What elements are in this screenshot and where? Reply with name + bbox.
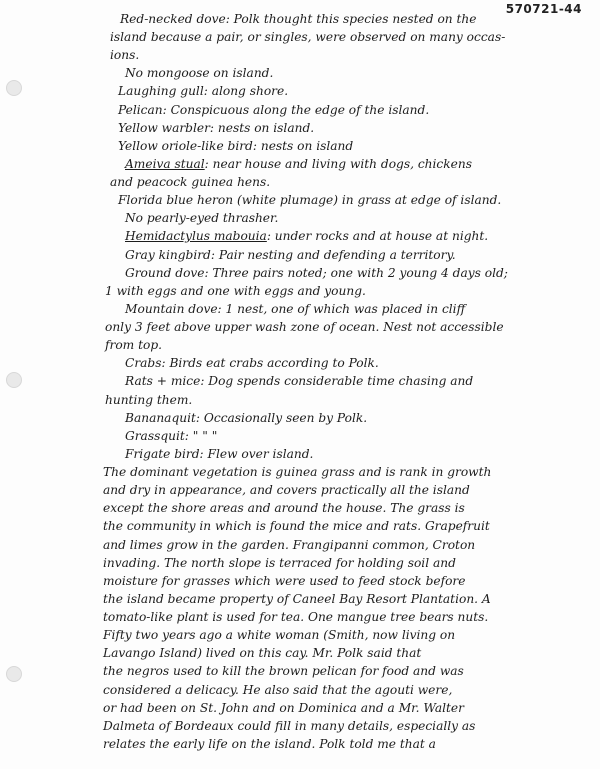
note-line [125, 266, 508, 280]
underlined-species-name: Ameiva stual [125, 157, 205, 171]
note-line [125, 411, 367, 425]
note-line [118, 103, 429, 117]
note-text: : near house and living with dogs, chickens [204, 157, 472, 171]
note-line [103, 683, 452, 697]
note-line [118, 84, 288, 98]
note-text: Yellow oriole-like bird: nests on island [118, 139, 354, 153]
note-line [103, 483, 470, 497]
note-line [125, 429, 217, 443]
note-text: Lavango Island) lived on this cay. Mr. Polk said that [103, 646, 422, 660]
note-text: the island became property of Caneel Bay Resort Plantation. A [103, 592, 491, 606]
note-line [103, 610, 488, 624]
note-line [103, 501, 465, 515]
note-text: from top. [105, 338, 163, 352]
note-line [105, 320, 504, 334]
note-text: considered a delicacy. He also said that the agouti were, [103, 683, 453, 697]
note-text: and limes grow in the garden. Frangipanni common, Croton [103, 538, 476, 552]
note-line [125, 302, 465, 316]
note-line [103, 538, 475, 552]
note-text: hunting them. [105, 393, 193, 407]
note-line [105, 284, 366, 298]
note-text: Rats + mice: Dog spends considerable time chasing and [125, 374, 474, 388]
note-line [103, 628, 455, 642]
note-line [125, 248, 456, 262]
note-line [125, 356, 379, 370]
note-line [125, 447, 313, 461]
note-line [110, 30, 505, 44]
note-text: : under rocks and at house at night. [266, 229, 489, 243]
note-text: only 3 feet above upper wash zone of ocean. Nest not accessible [105, 320, 504, 334]
note-text: The dominant vegetation is guinea grass and is rank in growth [103, 465, 492, 479]
note-text: Gray kingbird: Pair nesting and defending a territory. [125, 248, 456, 262]
note-line [125, 66, 273, 80]
note-text: except the shore areas and around the house. The grass is [103, 501, 465, 515]
note-text: Grassquit: " " " [125, 429, 218, 443]
note-text: Fifty two years ago a white woman (Smith, now living on [103, 628, 456, 642]
note-text: and peacock guinea hens. [110, 175, 271, 189]
note-text: Laughing gull: along shore. [118, 84, 289, 98]
note-line [118, 121, 314, 135]
note-line [103, 701, 464, 715]
note-text: Mountain dove: 1 nest, one of which was placed in cliff [125, 302, 466, 316]
note-line [118, 193, 501, 207]
note-text: Yellow warbler: nests on island. [118, 121, 315, 135]
note-text: No pearly-eyed thrasher. [125, 211, 279, 225]
note-text: invading. The north slope is terraced for holding soil and [103, 556, 456, 570]
note-line [103, 465, 491, 479]
note-line [110, 175, 270, 189]
note-text: 1 with eggs and one with eggs and young. [105, 284, 366, 298]
note-line [125, 211, 278, 225]
note-text: Crabs: Birds eat crabs according to Polk. [125, 356, 379, 370]
note-line [125, 157, 472, 171]
note-text: and dry in appearance, and covers practically all the island [103, 483, 470, 497]
note-line [105, 338, 162, 352]
document-id-stamp: 570721-44 [505, 2, 582, 16]
note-text: ions. [110, 48, 140, 62]
note-line [105, 393, 192, 407]
note-text: Bananaquit: Occasionally seen by Polk. [125, 411, 368, 425]
note-line [103, 646, 421, 660]
note-text: relates the early life on the island. Polk told me that a [103, 737, 436, 751]
note-text: island because a pair, or singles, were observed on many occas- [110, 30, 506, 44]
note-line [103, 664, 464, 678]
note-text: tomato-like plant is used for tea. One mangue tree bears nuts. [103, 610, 489, 624]
note-text: moisture for grasses which were used to feed stock before [103, 574, 466, 588]
note-line [103, 737, 436, 751]
note-text: or had been on St. John and on Dominica and a Mr. Walter [103, 701, 464, 715]
note-text: Frigate bird: Flew over island. [125, 447, 314, 461]
note-text: Pelican: Conspicuous along the edge of the island. [118, 103, 430, 117]
note-text: No mongoose on island. [125, 66, 274, 80]
note-line [103, 719, 475, 733]
note-line [103, 592, 491, 606]
note-line [120, 12, 476, 26]
note-text: the community in which is found the mice and rats. Grapefruit [103, 519, 490, 533]
note-line [118, 139, 353, 153]
note-line [103, 519, 490, 533]
note-text: the negros used to kill the brown pelican for food and was [103, 664, 464, 678]
note-line [125, 229, 488, 243]
note-line [103, 556, 456, 570]
underlined-species-name: Hemidactylus mabouia [125, 229, 267, 243]
note-text: Florida blue heron (white plumage) in grass at edge of island. [118, 193, 502, 207]
note-text: Red-necked dove: Polk thought this species nested on the [120, 12, 477, 26]
note-line [103, 574, 465, 588]
note-line [125, 374, 473, 388]
note-text: Ground dove: Three pairs noted; one with 2 young 4 days old; [125, 266, 508, 280]
note-text: Dalmeta of Bordeaux could fill in many details, especially as [103, 719, 476, 733]
note-line [110, 48, 139, 62]
